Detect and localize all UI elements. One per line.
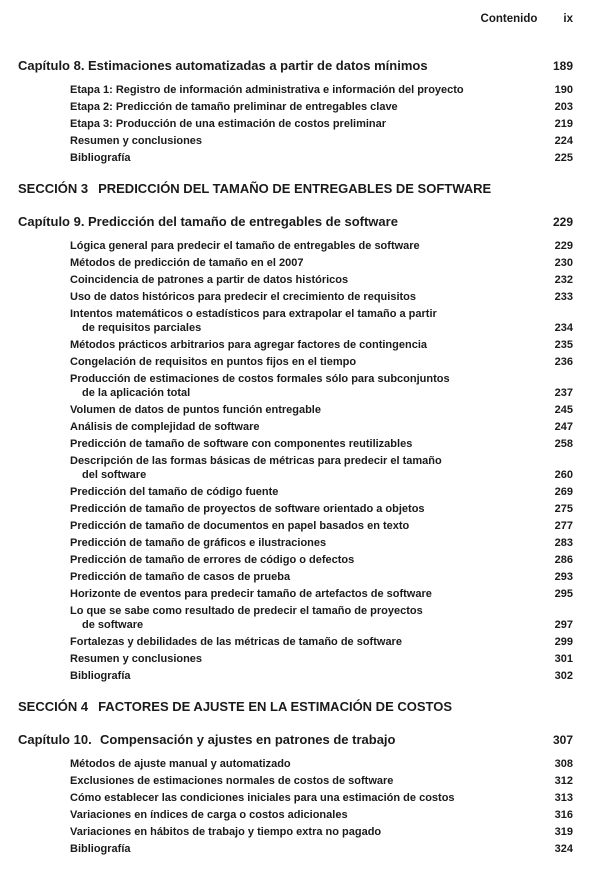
toc-entry-title bbox=[70, 307, 500, 335]
toc-entry[interactable] bbox=[70, 500, 573, 517]
toc-entry[interactable] bbox=[70, 789, 573, 806]
toc-entry-title bbox=[70, 774, 500, 788]
toc-entry-title bbox=[70, 791, 500, 805]
toc-entry-page-number: 269 bbox=[554, 485, 573, 498]
toc-entry-title-line: Uso de datos históricos para predecir el crecimiento de requisitos bbox=[70, 290, 416, 303]
toc-entry[interactable] bbox=[70, 517, 573, 534]
chapter-page-number: 229 bbox=[552, 215, 573, 229]
chapter-heading bbox=[18, 731, 395, 749]
toc-entry[interactable] bbox=[70, 305, 573, 336]
toc-entry-page-number: 312 bbox=[554, 774, 573, 787]
toc-entry-title-line: Predicción de tamaño de documentos en papel basados en texto bbox=[70, 519, 410, 532]
toc-entry-title bbox=[70, 842, 500, 856]
toc-entry[interactable] bbox=[70, 534, 573, 551]
toc-entry[interactable] bbox=[70, 353, 573, 370]
toc-entry-title-line: Horizonte de eventos para predecir tamaño de artefactos de software bbox=[70, 587, 432, 600]
toc-entry-title bbox=[70, 239, 500, 253]
toc-entry[interactable] bbox=[70, 633, 573, 650]
toc-entry-title bbox=[70, 553, 500, 567]
toc-entry-page-number: 229 bbox=[554, 239, 573, 252]
toc-entry-title-line: Coincidencia de patrones a partir de datos históricos bbox=[70, 273, 349, 286]
section-title: FACTORES DE AJUSTE EN LA ESTIMACIÓN DE COSTOS bbox=[98, 699, 453, 714]
toc-entry-title-line: Congelación de requisitos en puntos fijos en el tiempo bbox=[70, 355, 357, 368]
toc-entry-title bbox=[70, 256, 500, 270]
table-of-contents bbox=[18, 57, 573, 857]
toc-entry-title-line: Resumen y conclusiones bbox=[70, 134, 203, 147]
header-title: Contenido bbox=[480, 13, 538, 25]
toc-entry-page-number: 324 bbox=[554, 842, 573, 855]
toc-entry-title-line: Variaciones en índices de carga o costos adicionales bbox=[70, 808, 348, 821]
toc-entry-page-number: 260 bbox=[554, 468, 573, 481]
toc-entry-title-continuation: del software bbox=[82, 468, 147, 481]
toc-entry-title bbox=[70, 134, 500, 148]
toc-entry[interactable] bbox=[70, 435, 573, 452]
chapter-label: Capítulo 10. bbox=[18, 732, 92, 747]
toc-entry-title bbox=[70, 635, 500, 649]
toc-entry-title-line: Predicción de tamaño de software con componentes reutilizables bbox=[70, 437, 413, 450]
toc-entry[interactable] bbox=[70, 568, 573, 585]
chapter-page-number: 189 bbox=[552, 59, 573, 73]
chapter-title: Predicción del tamaño de entregables de software bbox=[88, 214, 398, 229]
toc-entry[interactable] bbox=[70, 585, 573, 602]
toc-entry-page-number: 293 bbox=[554, 570, 573, 583]
toc-entry[interactable] bbox=[70, 336, 573, 353]
section-heading bbox=[18, 180, 573, 198]
toc-entry-title-line: Etapa 2: Predicción de tamaño preliminar de entregables clave bbox=[70, 100, 398, 113]
toc-entry-page-number: 297 bbox=[554, 618, 573, 631]
toc-entry-title-continuation: de la aplicación total bbox=[82, 386, 191, 399]
toc-entry-page-number: 258 bbox=[554, 437, 573, 450]
toc-entry-title-line: Predicción de tamaño de proyectos de software orientado a objetos bbox=[70, 502, 425, 515]
toc-entry-title bbox=[70, 502, 500, 516]
toc-entry-title bbox=[70, 273, 500, 287]
toc-entry-title-line: Bibliografía bbox=[70, 842, 131, 855]
toc-entry[interactable] bbox=[70, 667, 573, 684]
toc-entry-title-line: Métodos de ajuste manual y automatizado bbox=[70, 757, 291, 770]
chapter-entry[interactable] bbox=[18, 213, 573, 231]
chapter-entry[interactable] bbox=[18, 57, 573, 75]
toc-entry-page-number: 313 bbox=[554, 791, 573, 804]
toc-entry-page-number: 230 bbox=[554, 256, 573, 269]
toc-entry-title-line: Lo que se sabe como resultado de predecir el tamaño de proyectos bbox=[70, 604, 423, 617]
toc-entry[interactable] bbox=[70, 823, 573, 840]
toc-entry-title bbox=[70, 420, 500, 434]
toc-entry-title bbox=[70, 570, 500, 584]
toc-entry-title bbox=[70, 652, 500, 666]
toc-entry-title-line: Predicción de tamaño de errores de código o defectos bbox=[70, 553, 355, 566]
chapter-page-number: 307 bbox=[552, 733, 573, 747]
toc-entry-title bbox=[70, 536, 500, 550]
toc-entry-page-number: 247 bbox=[554, 420, 573, 433]
toc-entry-page-number: 233 bbox=[554, 290, 573, 303]
toc-entry[interactable] bbox=[70, 772, 573, 789]
toc-entry-page-number: 302 bbox=[554, 669, 573, 682]
toc-entry[interactable] bbox=[70, 237, 573, 254]
toc-entry[interactable] bbox=[70, 755, 573, 772]
toc-entry-title bbox=[70, 100, 500, 114]
toc-entry-title-line: Análisis de complejidad de software bbox=[70, 420, 260, 433]
toc-entry-page-number: 235 bbox=[554, 338, 573, 351]
toc-entry[interactable] bbox=[70, 650, 573, 667]
toc-entry-title bbox=[70, 338, 500, 352]
toc-entry-title-line: Etapa 3: Producción de una estimación de costos preliminar bbox=[70, 117, 387, 130]
toc-entry-title-line: Métodos prácticos arbitrarios para agregar factores de contingencia bbox=[70, 338, 427, 351]
toc-entry-title-line: Cómo establecer las condiciones iniciales para una estimación de costos bbox=[70, 791, 455, 804]
toc-entry[interactable] bbox=[70, 806, 573, 823]
toc-entry-title bbox=[70, 355, 500, 369]
toc-entry-title-line: Lógica general para predecir el tamaño de entregables de software bbox=[70, 239, 420, 252]
toc-entry-title-line: Etapa 1: Registro de información administrativa e información del proyecto bbox=[70, 83, 464, 96]
toc-entry-title-line: Intentos matemáticos o estadísticos para extrapolar el tamaño a partir bbox=[70, 307, 437, 320]
toc-entry-page-number: 225 bbox=[554, 151, 573, 164]
toc-entry-title bbox=[70, 437, 500, 451]
toc-entry-page-number: 219 bbox=[554, 117, 573, 130]
toc-entry-page-number: 203 bbox=[554, 100, 573, 113]
toc-entry-page-number: 234 bbox=[554, 321, 573, 334]
toc-entry-title bbox=[70, 485, 500, 499]
toc-entry[interactable] bbox=[70, 271, 573, 288]
toc-entry-page-number: 283 bbox=[554, 536, 573, 549]
toc-entry[interactable] bbox=[70, 452, 573, 483]
toc-entry-title bbox=[70, 669, 500, 683]
toc-entry-title-line: Producción de estimaciones de costos formales sólo para subconjuntos bbox=[70, 372, 450, 385]
toc-entry-title bbox=[70, 519, 500, 533]
chapter-heading bbox=[18, 57, 428, 75]
toc-entry-title bbox=[70, 290, 500, 304]
toc-entry-title bbox=[70, 83, 500, 97]
toc-entry-title-line: Predicción de tamaño de gráficos e ilustraciones bbox=[70, 536, 327, 549]
toc-entry[interactable] bbox=[70, 551, 573, 568]
toc-entry-title bbox=[70, 825, 500, 839]
toc-entry[interactable] bbox=[70, 840, 573, 857]
toc-entry[interactable] bbox=[70, 132, 573, 149]
toc-entry-title-continuation: de requisitos parciales bbox=[82, 321, 202, 334]
toc-entry[interactable] bbox=[70, 483, 573, 500]
chapter-entry[interactable] bbox=[18, 731, 573, 749]
section-heading bbox=[18, 698, 573, 716]
section-label: SECCIÓN 4 bbox=[18, 699, 89, 714]
toc-entry-title bbox=[70, 604, 500, 632]
toc-entry-page-number: 286 bbox=[554, 553, 573, 566]
toc-entry-title-line: Descripción de las formas básicas de métricas para predecir el tamaño bbox=[70, 454, 442, 467]
toc-entry[interactable] bbox=[70, 98, 573, 115]
chapter-title: Compensación y ajustes en patrones de trabajo bbox=[100, 732, 396, 747]
toc-entry-page-number: 236 bbox=[554, 355, 573, 368]
toc-entry[interactable] bbox=[70, 115, 573, 132]
toc-entry-page-number: 299 bbox=[554, 635, 573, 648]
toc-entry[interactable] bbox=[70, 602, 573, 633]
section-label: SECCIÓN 3 bbox=[18, 181, 89, 196]
toc-entry[interactable] bbox=[70, 149, 573, 166]
chapter-label: Capítulo 8. bbox=[18, 58, 85, 73]
toc-entry-title-continuation: de software bbox=[82, 618, 144, 631]
toc-entry-page-number: 245 bbox=[554, 403, 573, 416]
toc-entry-title-line: Predicción del tamaño de código fuente bbox=[70, 485, 279, 498]
toc-entry-page-number: 277 bbox=[554, 519, 573, 532]
toc-entry-page-number: 224 bbox=[554, 134, 573, 147]
toc-entry-title bbox=[70, 454, 500, 482]
toc-entry-title bbox=[70, 117, 500, 131]
toc-entry[interactable] bbox=[70, 401, 573, 418]
toc-entry-title-line: Bibliografía bbox=[70, 151, 131, 164]
toc-entry-page-number: 316 bbox=[554, 808, 573, 821]
toc-entry-title-line: Fortalezas y debilidades de las métricas de tamaño de software bbox=[70, 635, 402, 648]
section-title: PREDICCIÓN DEL TAMAÑO DE ENTREGABLES DE SOFTWARE bbox=[98, 181, 492, 196]
toc-entry-title bbox=[70, 372, 500, 400]
toc-entry-title-line: Variaciones en hábitos de trabajo y tiempo extra no pagado bbox=[70, 825, 382, 838]
toc-entry[interactable] bbox=[70, 254, 573, 271]
toc-entry-title bbox=[70, 808, 500, 822]
toc-entry-title bbox=[70, 151, 500, 165]
toc-entry-title-line: Volumen de datos de puntos función entregable bbox=[70, 403, 321, 416]
toc-entry-page-number: 237 bbox=[554, 386, 573, 399]
toc-entry-title-line: Exclusiones de estimaciones normales de costos de software bbox=[70, 774, 394, 787]
toc-entry-page-number: 190 bbox=[554, 83, 573, 96]
header-page-number: ix bbox=[563, 13, 573, 25]
toc-entry-page-number: 301 bbox=[554, 652, 573, 665]
toc-entry-page-number: 275 bbox=[554, 502, 573, 515]
toc-entry[interactable] bbox=[70, 418, 573, 435]
chapter-title: Estimaciones automatizadas a partir de datos mínimos bbox=[88, 58, 428, 73]
toc-entry-title-line: Predicción de tamaño de casos de prueba bbox=[70, 570, 291, 583]
toc-entry-page-number: 295 bbox=[554, 587, 573, 600]
toc-entry-page-number: 319 bbox=[554, 825, 573, 838]
toc-entry[interactable] bbox=[70, 370, 573, 401]
toc-entry[interactable] bbox=[70, 288, 573, 305]
toc-entry-title bbox=[70, 403, 500, 417]
toc-entry-title-line: Resumen y conclusiones bbox=[70, 652, 203, 665]
chapter-heading bbox=[18, 213, 398, 231]
toc-entry[interactable] bbox=[70, 81, 573, 98]
running-header bbox=[481, 13, 573, 25]
toc-entry-title bbox=[70, 587, 500, 601]
toc-entry-title-line: Métodos de predicción de tamaño en el 2007 bbox=[70, 256, 304, 269]
toc-entry-title-line: Bibliografía bbox=[70, 669, 131, 682]
toc-entry-page-number: 308 bbox=[554, 757, 573, 770]
toc-entry-page-number: 232 bbox=[554, 273, 573, 286]
chapter-label: Capítulo 9. bbox=[18, 214, 85, 229]
toc-entry-title bbox=[70, 757, 500, 771]
